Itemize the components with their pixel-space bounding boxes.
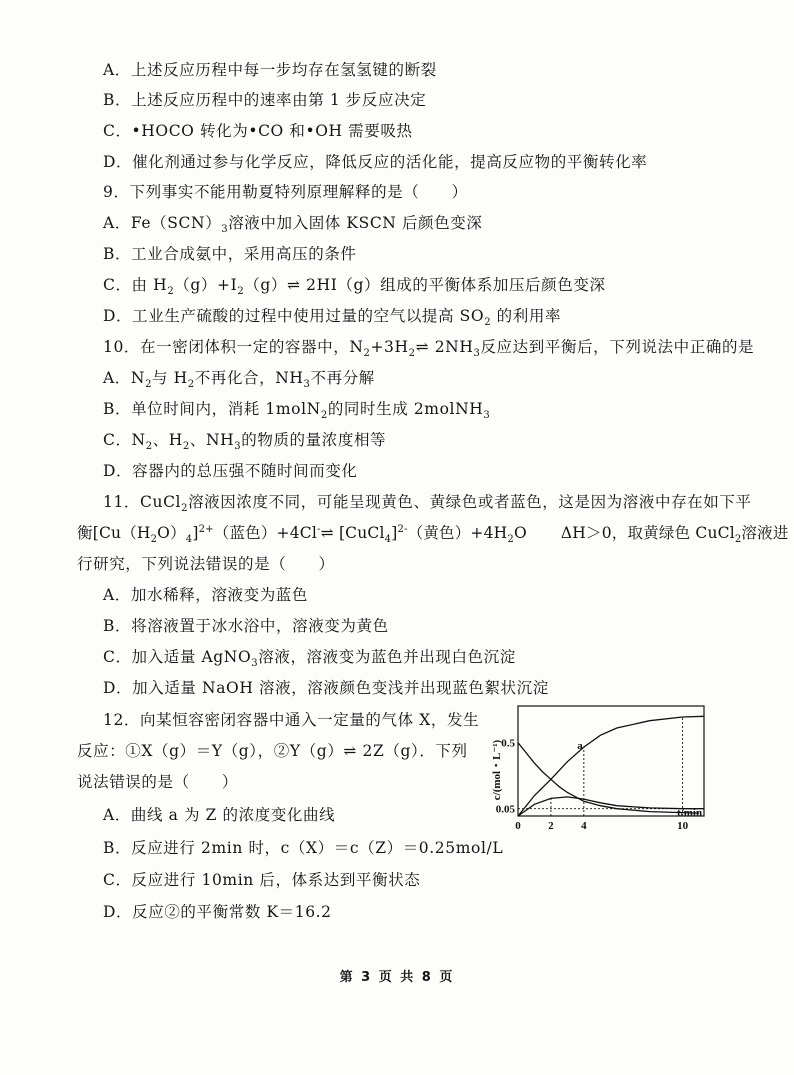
q10-option-c: C．$N_2$、$H_2$、$NH_3$的物质的量浓度相等 xyxy=(103,431,387,453)
q8-option-b: B．上述反应历程中的速率由第 1 步反应决定 xyxy=(103,91,427,109)
series-curve-1 xyxy=(518,716,704,816)
q8-option-a: A．上述反应历程中每一步均存在氢氢键的断裂 xyxy=(103,61,437,79)
q12-stem-line3: 说法错误的是（ ） xyxy=(77,773,239,791)
x-tick-label-4: 10 xyxy=(677,820,689,832)
q10-option-a: A．$N_2$与 $H_2$不再化合，$NH_3$不再分解 xyxy=(103,369,375,391)
q8-option-d: D．催化剂通过参与化学反应，降低反应的活化能，提高反应物的平衡转化率 xyxy=(103,153,648,171)
q11-stem-line3: 行研究，下列说法错误的是（ ） xyxy=(77,555,335,573)
q9-option-d: D．工业生产硫酸的过程中使用过量的空气以提高 $SO_2$ 的利用率 xyxy=(103,307,562,329)
q12-stem-line1: 12．向某恒容密闭容器中通入一定量的气体 X，发生 xyxy=(103,711,480,729)
y-axis-label: c/(mol・L⁻¹) xyxy=(491,739,503,801)
q10-stem: 10．在一密闭体积一定的容器中，$N_2+3H_2\rightleftharpoons$ $2NH_3$反应达到平衡后，下列说法中正确的是 xyxy=(103,338,755,360)
q12-option-b: B．反应进行 2min 时，c（X）＝c（Z）＝0.25mol/L xyxy=(103,839,504,857)
q11-option-b: B．将溶液置于冰水浴中，溶液变为黄色 xyxy=(103,617,389,635)
q12-option-d: D．反应②的平衡常数 K＝16.2 xyxy=(103,903,332,921)
q12-option-a: A．曲线 a 为 Z 的浓度变化曲线 xyxy=(103,806,336,824)
q11-option-c: C．加入适量 AgNO$_3$溶液，溶液变为蓝色并出现白色沉淀 xyxy=(103,648,516,670)
q8-option-c: C．•HOCO 转化为•CO 和•OH 需要吸热 xyxy=(103,122,413,140)
q10-option-b: B．单位时间内，消耗 1molN$_2$的同时生成 2molNH$_3$ xyxy=(103,400,491,422)
curve-label-a: a xyxy=(577,739,583,752)
y-tick-label-2: 0.5 xyxy=(501,737,515,750)
x-tick-label-1: 0 xyxy=(515,820,521,832)
q9-stem: 9．下列事实不能用勒夏特列原理解释的是（ ） xyxy=(103,183,468,201)
q10-option-d: D．容器内的总压强不随时间而变化 xyxy=(103,462,358,480)
q11-option-a: A．加水稀释，溶液变为蓝色 xyxy=(103,586,308,604)
y-tick-label-1: 0.05 xyxy=(495,803,515,816)
page-footer: 第 3 页 共 8 页 xyxy=(339,970,455,985)
series-curve-2 xyxy=(518,743,699,813)
q12-stem-line2: 反应：①X（g）＝Y（g），②Y（g）⇌ 2Z（g）．下列 xyxy=(77,742,468,760)
x-tick-label-2: 2 xyxy=(548,820,554,832)
q11-stem-line2: 衡$[Cu(H_2O)_4]^{2+}$（蓝色）+4Cl-⇌ [CuCl$_4$]$^{2-}$（黄色）$+4H_2O$ ΔH＞0，取黄绿色 CuCl$_2$溶液进 xyxy=(77,523,789,546)
q9-option-a: A．$Fe(SCN)_3$溶液中加入固体 KSCN 后颜色变深 xyxy=(103,214,483,236)
q11-option-d: D．加入适量 NaOH 溶液，溶液颜色变浅并出现蓝色絮状沉淀 xyxy=(103,679,549,697)
q12-option-c: C．反应进行 10min 后，体系达到平衡状态 xyxy=(103,871,421,889)
plot-frame xyxy=(518,706,704,816)
x-axis-label: t/min xyxy=(677,807,703,819)
x-tick-label-3: 4 xyxy=(581,820,587,832)
q9-option-b: B．工业合成氨中，采用高压的条件 xyxy=(103,245,357,263)
q11-stem-line1: 11．CuCl$_2$溶液因浓度不同，可能呈现黄色、黄绿色或者蓝色，这是因为溶液中存在如下平 xyxy=(103,493,752,515)
concentration-time-chart xyxy=(486,700,721,835)
q9-option-c: C．由 $H_2(g)+I_2(g)\rightleftharpoons$ 2HI（g）组成的平衡体系加压后颜色变深 xyxy=(103,276,606,298)
